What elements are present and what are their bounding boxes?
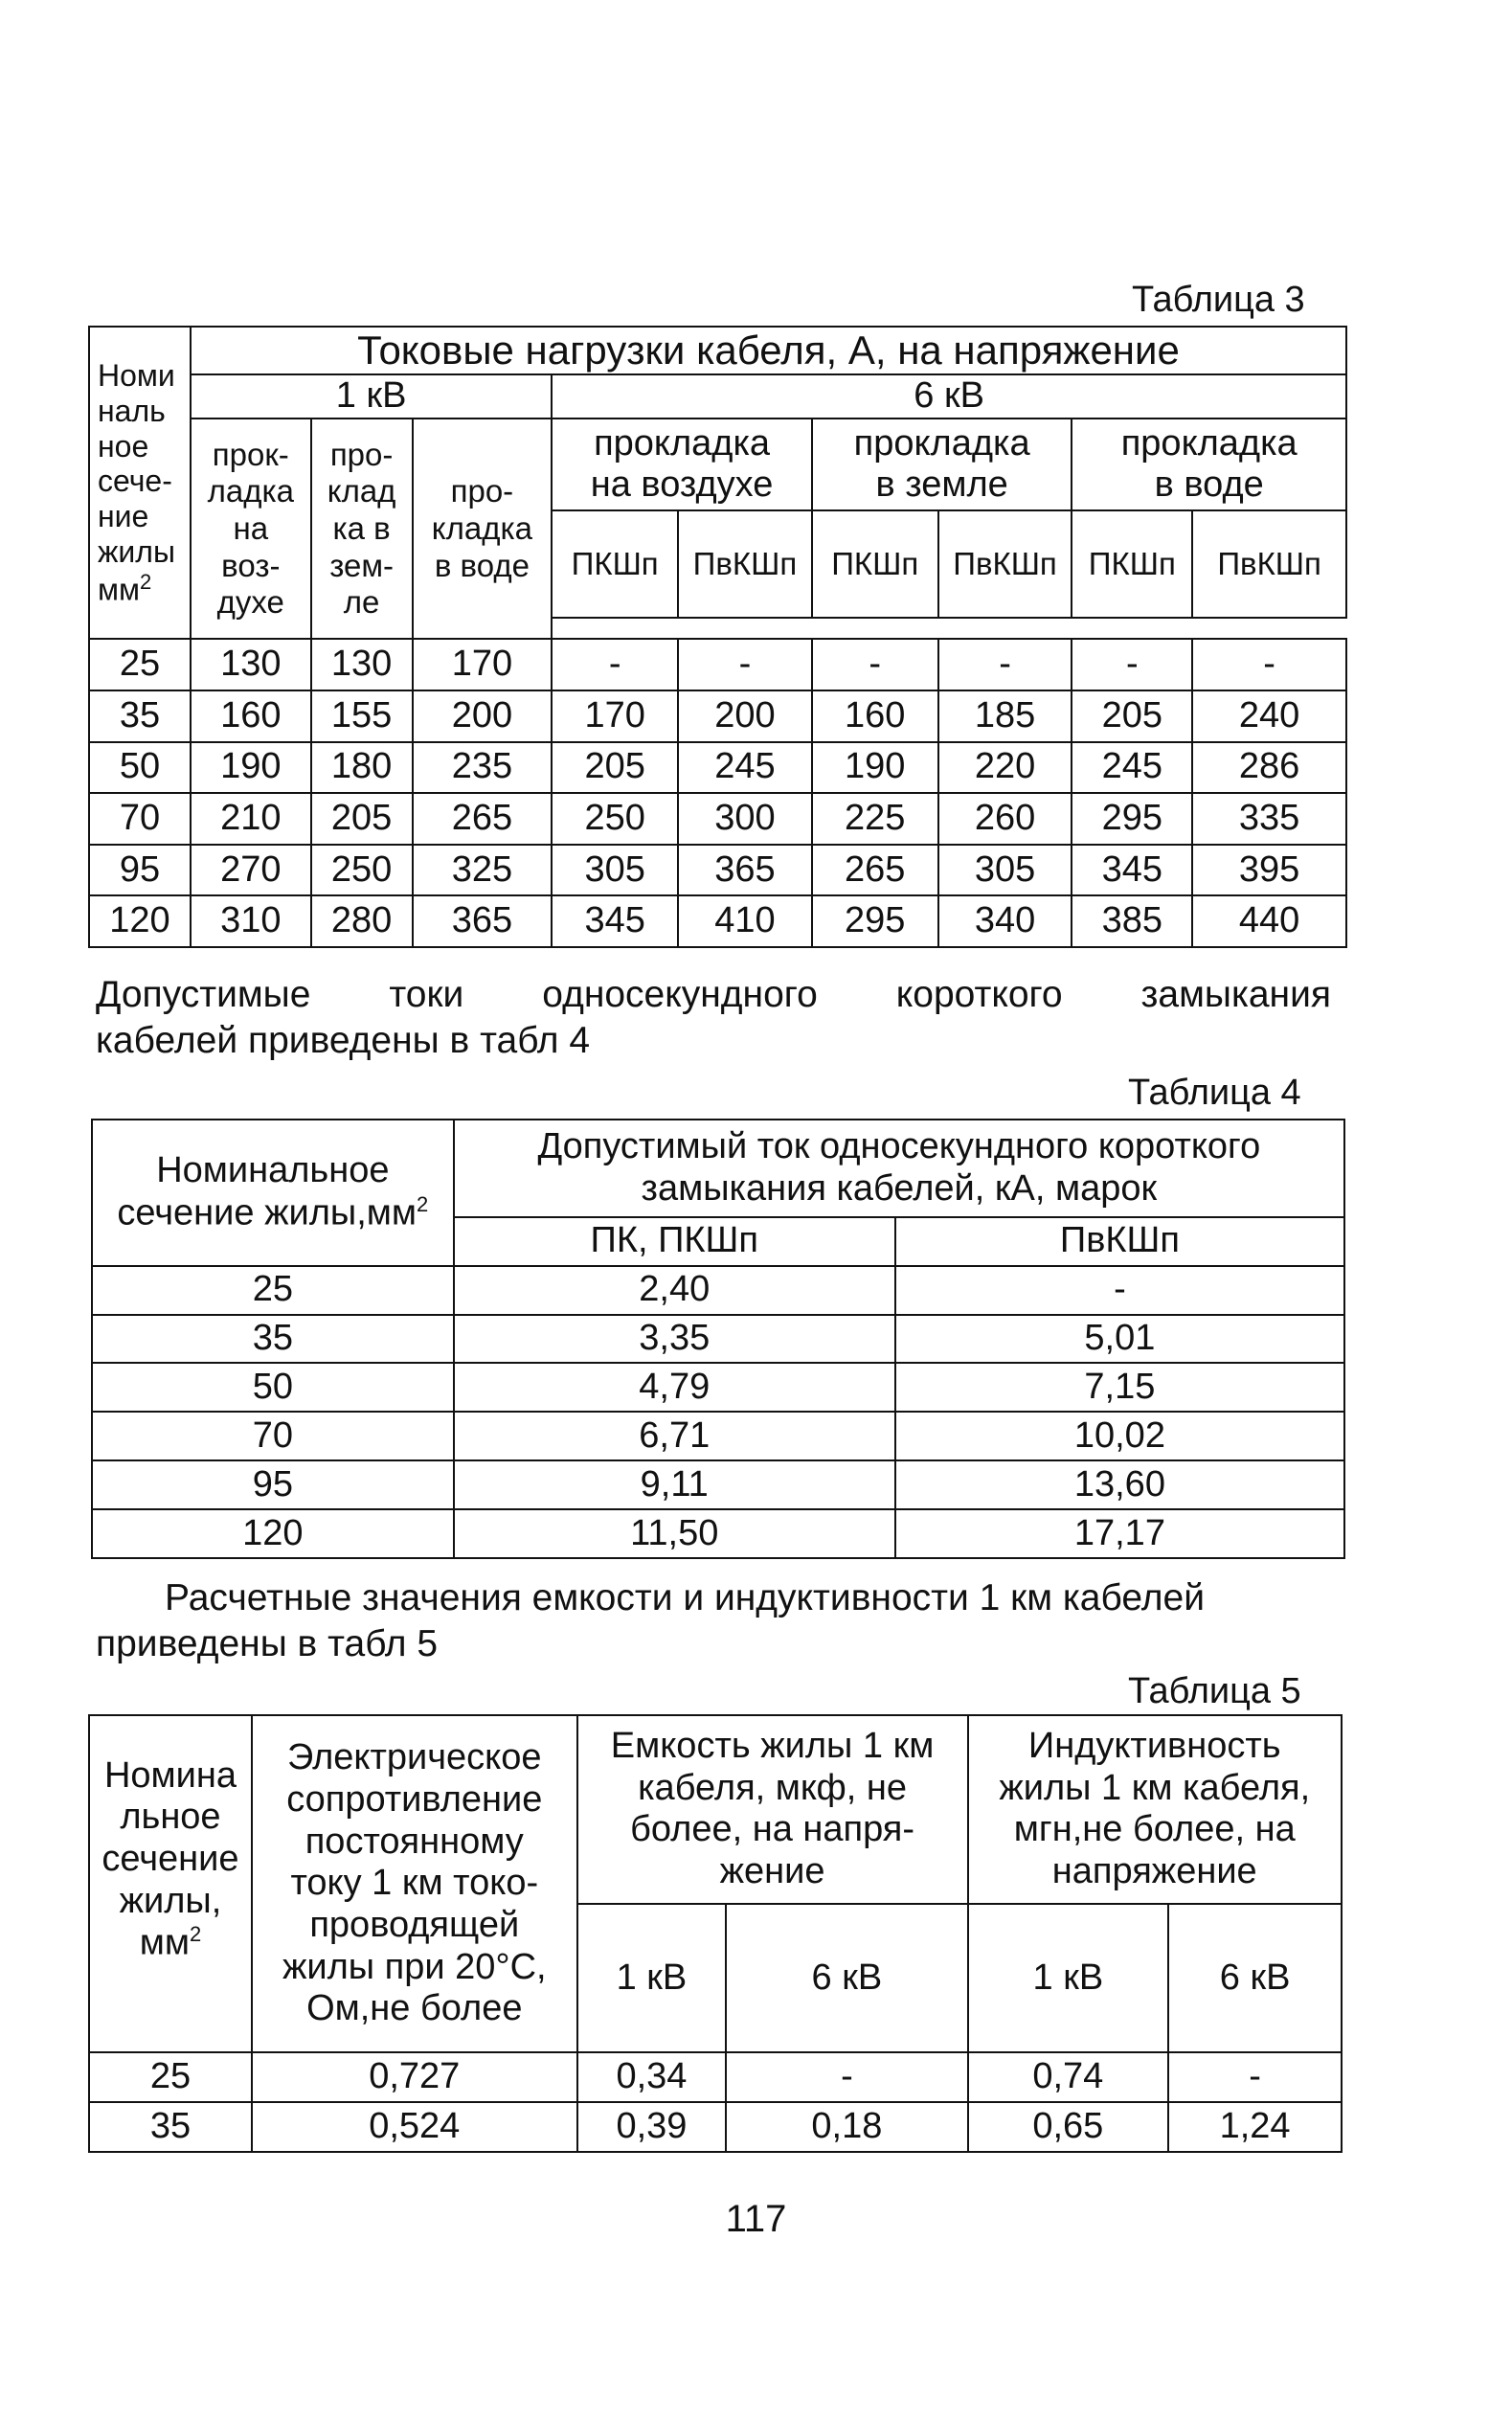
table3-sub-water-6kv: прокладка в воде	[1072, 419, 1346, 510]
value-cell: 130	[311, 639, 413, 690]
table-row	[89, 2102, 1342, 2152]
value-cell: 310	[191, 895, 311, 947]
section-cell: 120	[92, 1509, 454, 1558]
value-cell: 395	[1192, 845, 1346, 896]
value-cell: 240	[1192, 690, 1346, 742]
value-cell: 3,35	[454, 1315, 895, 1364]
value-cell: 200	[413, 690, 553, 742]
value-cell: 295	[812, 895, 938, 947]
value-cell: 205	[1072, 690, 1192, 742]
value-cell: 0,39	[577, 2102, 727, 2152]
value-cell: -	[726, 2052, 967, 2102]
paragraph-table5-intro: Расчетные значения емкости и индуктивности 1 км кабелей приведены в табл 5	[96, 1577, 1206, 1664]
value-cell: 190	[812, 742, 938, 794]
table-row	[92, 1509, 1344, 1558]
value-cell: 345	[552, 895, 678, 947]
value-cell: 245	[1072, 742, 1192, 794]
table3	[88, 326, 1347, 948]
value-cell: 0,65	[968, 2102, 1169, 2152]
section-cell: 25	[89, 639, 191, 690]
value-cell: 170	[413, 639, 553, 690]
table4-col-pk: ПК, ПКШп	[454, 1217, 895, 1266]
table-row	[89, 2052, 1342, 2102]
value-cell: 365	[413, 895, 553, 947]
table4-col-pvksh: ПвКШп	[895, 1217, 1344, 1266]
table5-resistance-header: Электрическое сопротивление постоянному току 1 км токо- проводящей жилы при 20°С, Ом,не более	[252, 1715, 577, 2052]
table-row	[92, 1266, 1344, 1315]
section-cell: 70	[92, 1412, 454, 1460]
section-cell: 95	[89, 845, 191, 896]
section-cell: 120	[89, 895, 191, 947]
value-cell: -	[678, 639, 812, 690]
section-cell: 95	[92, 1460, 454, 1509]
value-cell: 220	[938, 742, 1072, 794]
value-cell: 340	[938, 895, 1072, 947]
value-cell: 2,40	[454, 1266, 895, 1315]
table3-voltage-1kv: 1 кВ	[191, 374, 552, 419]
value-cell: 0,524	[252, 2102, 577, 2152]
value-cell: 0,34	[577, 2052, 727, 2102]
section-cell: 50	[92, 1363, 454, 1412]
section-cell: 50	[89, 742, 191, 794]
value-cell: 385	[1072, 895, 1192, 947]
table3-sub-ground-1kv: про- клад ка в зем- ле	[311, 419, 413, 639]
table4-caption: Таблица 4	[1128, 1073, 1301, 1113]
value-cell: 205	[311, 793, 413, 845]
value-cell: 180	[311, 742, 413, 794]
table5-inductance-header: Индуктивность жилы 1 км кабеля, мгн,не более, на напряжение	[968, 1715, 1343, 1904]
table3-group-title: Токовые нагрузки кабеля, А, на напряжение	[191, 327, 1346, 374]
table5-section-header: Номина льное сечение жилы, $мм^2$	[89, 1715, 252, 2052]
section-cell: 70	[89, 793, 191, 845]
section-cell: 35	[89, 2102, 252, 2152]
table3-caption: Таблица 3	[1132, 280, 1305, 320]
value-cell: 305	[552, 845, 678, 896]
table-row	[92, 1315, 1344, 1364]
table4-body	[92, 1266, 1344, 1558]
table3-sub-ground-6kv: прокладка в земле	[812, 419, 1072, 510]
section-cell: 25	[89, 2052, 252, 2102]
table5-voltage-6kv: 6 кВ	[1168, 1904, 1342, 2052]
value-cell: 345	[1072, 845, 1192, 896]
table-row	[92, 1460, 1344, 1509]
value-cell: 5,01	[895, 1315, 1344, 1364]
table3-cable-type: ПКШп	[1072, 510, 1192, 618]
table3-voltage-6kv: 6 кВ	[552, 374, 1346, 419]
value-cell: 265	[413, 793, 553, 845]
value-cell: 13,60	[895, 1460, 1344, 1509]
value-cell: 270	[191, 845, 311, 896]
value-cell: 265	[812, 845, 938, 896]
value-cell: 210	[191, 793, 311, 845]
table-row	[89, 793, 1346, 845]
table-row	[92, 1363, 1344, 1412]
value-cell: -	[812, 639, 938, 690]
table3-section-header: Номи наль ное сече- ние жилы $мм^2$	[89, 327, 191, 639]
value-cell: 250	[552, 793, 678, 845]
table5-voltage-1kv: 1 кВ	[577, 1904, 727, 2052]
value-cell: 300	[678, 793, 812, 845]
table3-cable-type: ПвКШп	[678, 510, 812, 618]
table5-capacity-header: Емкость жилы 1 км кабеля, мкф, не более, на напря- жение	[577, 1715, 968, 1904]
value-cell: -	[1072, 639, 1192, 690]
value-cell: 10,02	[895, 1412, 1344, 1460]
value-cell: 286	[1192, 742, 1346, 794]
value-cell: 225	[812, 793, 938, 845]
value-cell: 335	[1192, 793, 1346, 845]
table3-cable-type: ПКШп	[552, 510, 678, 618]
table-row	[89, 742, 1346, 794]
value-cell: -	[938, 639, 1072, 690]
table4	[91, 1119, 1345, 1559]
value-cell: 295	[1072, 793, 1192, 845]
value-cell: 365	[678, 845, 812, 896]
value-cell: 7,15	[895, 1363, 1344, 1412]
table3-cable-type: ПвКШп	[938, 510, 1072, 618]
value-cell: 200	[678, 690, 812, 742]
value-cell: 4,79	[454, 1363, 895, 1412]
value-cell: 205	[552, 742, 678, 794]
paragraph-table4-intro: Допустимые токи односекундного короткого замыкания кабелей приведены в табл 4	[96, 974, 1331, 1061]
value-cell: 250	[311, 845, 413, 896]
table-row	[89, 845, 1346, 896]
value-cell: 130	[191, 639, 311, 690]
value-cell: 6,71	[454, 1412, 895, 1460]
section-cell: 35	[92, 1315, 454, 1364]
value-cell: -	[1168, 2052, 1342, 2102]
table3-sub-air-6kv: прокладка на воздухе	[552, 419, 812, 510]
table-row	[89, 895, 1346, 947]
value-cell: 190	[191, 742, 311, 794]
table5	[88, 1714, 1343, 2153]
value-cell: -	[552, 639, 678, 690]
value-cell: -	[895, 1266, 1344, 1315]
value-cell: 160	[812, 690, 938, 742]
table-row	[89, 639, 1346, 690]
value-cell: 440	[1192, 895, 1346, 947]
page-number: 117	[725, 2198, 787, 2240]
value-cell: 305	[938, 845, 1072, 896]
value-cell: 280	[311, 895, 413, 947]
value-cell: 9,11	[454, 1460, 895, 1509]
value-cell: 410	[678, 895, 812, 947]
table5-voltage-1kv: 1 кВ	[968, 1904, 1169, 2052]
value-cell: 0,18	[726, 2102, 967, 2152]
table3-body	[89, 639, 1346, 947]
table4-group-title: Допустимый ток односекундного короткого замыкания кабелей, кА, марок	[454, 1120, 1344, 1217]
value-cell: 245	[678, 742, 812, 794]
value-cell: 170	[552, 690, 678, 742]
value-cell: 185	[938, 690, 1072, 742]
table5-body	[89, 2052, 1342, 2152]
value-cell: -	[1192, 639, 1346, 690]
section-cell: 35	[89, 690, 191, 742]
table3-sub-water-1kv: про- кладка в воде	[413, 419, 553, 639]
value-cell: 160	[191, 690, 311, 742]
table5-voltage-6kv: 6 кВ	[726, 1904, 967, 2052]
table4-section-header: Номинальное сечение $жилы,мм^2$	[92, 1120, 454, 1266]
value-cell: 0,727	[252, 2052, 577, 2102]
value-cell: 0,74	[968, 2052, 1169, 2102]
table-row	[92, 1412, 1344, 1460]
table5-caption: Таблица 5	[1128, 1671, 1301, 1711]
table-row	[89, 690, 1346, 742]
value-cell: 325	[413, 845, 553, 896]
value-cell: 1,24	[1168, 2102, 1342, 2152]
value-cell: 155	[311, 690, 413, 742]
table3-cable-type: ПКШп	[812, 510, 938, 618]
table3-cable-type: ПвКШп	[1192, 510, 1346, 618]
table3-sub-air-1kv: прок- ладка на воз- духе	[191, 419, 311, 639]
value-cell: 235	[413, 742, 553, 794]
section-cell: 25	[92, 1266, 454, 1315]
value-cell: 11,50	[454, 1509, 895, 1558]
value-cell: 17,17	[895, 1509, 1344, 1558]
value-cell: 260	[938, 793, 1072, 845]
